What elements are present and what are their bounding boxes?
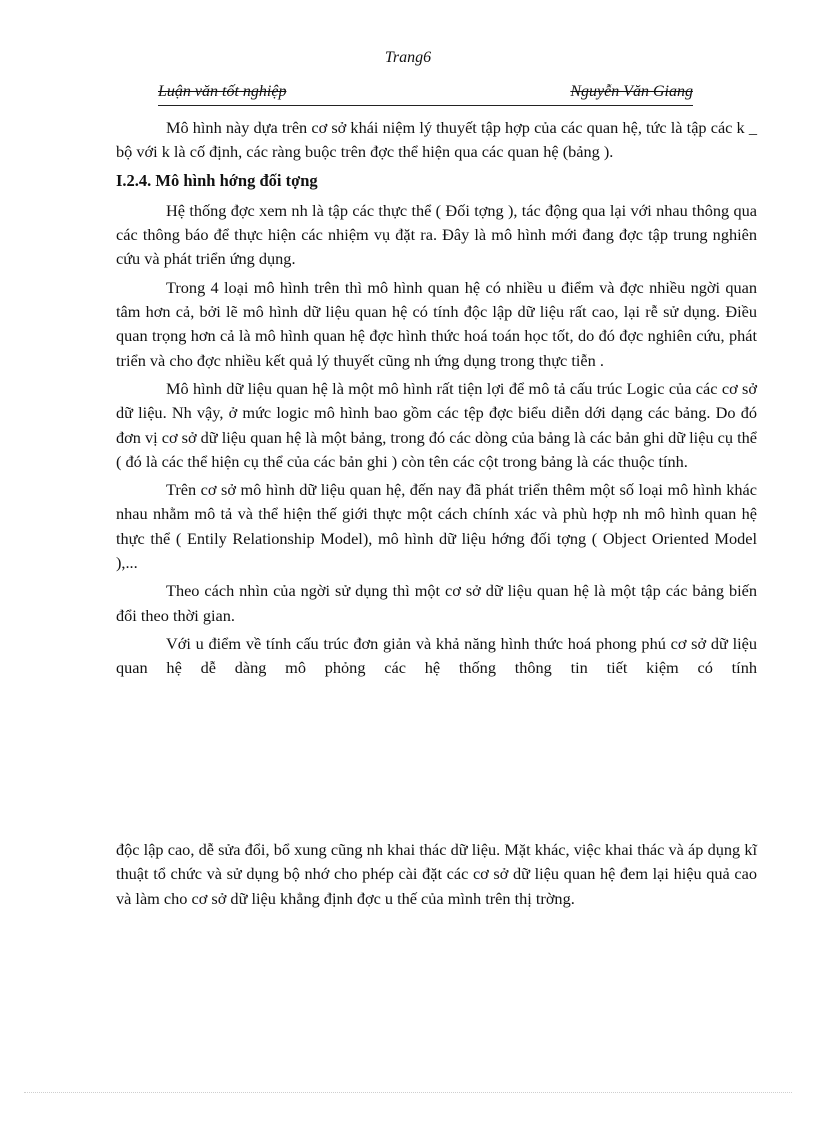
section-heading: I.2.4. Mô hình hớng đối tợng [116,170,318,190]
paragraph-continuation: độc lập cao, dễ sửa đổi, bổ xung cũng nh khai thác dữ liệu. Mặt khác, việc khai thác và áp dụng kĩ thuật tổ chức và sử dụng bộ nhớ cho phép cài đặt các cơ sở dữ liệu quan hệ đem lại hiệu quả cao và làm cho cơ sở dữ liệu khẳng định đợc u thế của mình trên thị trờng. [116,840,757,908]
header-title: Luận văn tốt nghiệp [158,83,287,100]
paragraph: Mô hình dữ liệu quan hệ là một mô hình rất tiện lợi để mô tả cấu trúc Logic của các cơ sở dữ liệu. Nh vậy, ở mức logic mô hình bao gồm các tệp đợc biểu diễn dới dạng các bảng. Do đó đơn vị cơ sở dữ liệu quan hệ là một bảng, trong đó các dòng của bảng là các bản ghi dữ liệu cụ thể ( đó là các thể hiện cụ thể của các bản ghi ) còn tên các cột trong bảng là các thuộc tính. [116,378,757,471]
paragraph: Theo cách nhìn của ngời sử dụng thì một cơ sở dữ liệu quan hệ là một tập các bảng biến đổi theo thời gian. [116,581,757,625]
paragraph: Với u điểm về tính cấu trúc đơn giản và khả năng hình thức hoá phong phú cơ sở dữ liệu quan hệ dễ dàng mô phỏng các hệ thống thông tin tiết kiệm có tính [116,633,757,678]
continuation-text-block [116,838,757,915]
paragraph: Trên cơ sở mô hình dữ liệu quan hệ, đến nay đã phát triển thêm một số loại mô hình khác nhau nhằm mô tả và thể hiện thế giới thực một cách chính xác và phù hợp nh mô hình quan hệ thực thể ( Entily Relationship Model), mô hình dữ liệu hớng đối tợng ( Object Oriented Model ),... [116,480,757,573]
header-author: Nguyễn Văn Giang [570,83,693,100]
running-header [158,83,693,106]
main-text-block [116,116,757,685]
paragraph: Trong 4 loại mô hình trên thì mô hình quan hệ có nhiều u điểm và đợc nhiều ngời quan tâm hơn cả, bởi lẽ mô hình dữ liệu quan hệ có tính độc lập dữ liệu rất cao, lại rễ sử dụng. Điều quan trọng hơn cả là mô hình quan hệ đợc hình thức hoá toán học tốt, do đó đợc nghiên cứu, phát triển và cho đợc nhiều kết quả lý thuyết cũng nh ứng dụng trong thực tiễn . [116,277,757,370]
paragraph: Hệ thống đợc xem nh là tập các thực thể ( Đối tợng ), tác động qua lại với nhau thông qua các thông báo để thực hiện các nhiệm vụ đặt ra. Đây là mô hình mới đang đợc tập trung nghiên cứu và phát triển ứng dụng. [116,200,757,269]
paragraph: Mô hình này dựa trên cơ sở khái niệm lý thuyết tập hợp của các quan hệ, tức là tập các k _ bộ với k là cố định, các ràng buộc trên đợc thể hiện qua các quan hệ (bảng ). [116,118,757,162]
page-bottom-divider [24,1092,792,1093]
page-number: Trang6 [384,49,432,66]
